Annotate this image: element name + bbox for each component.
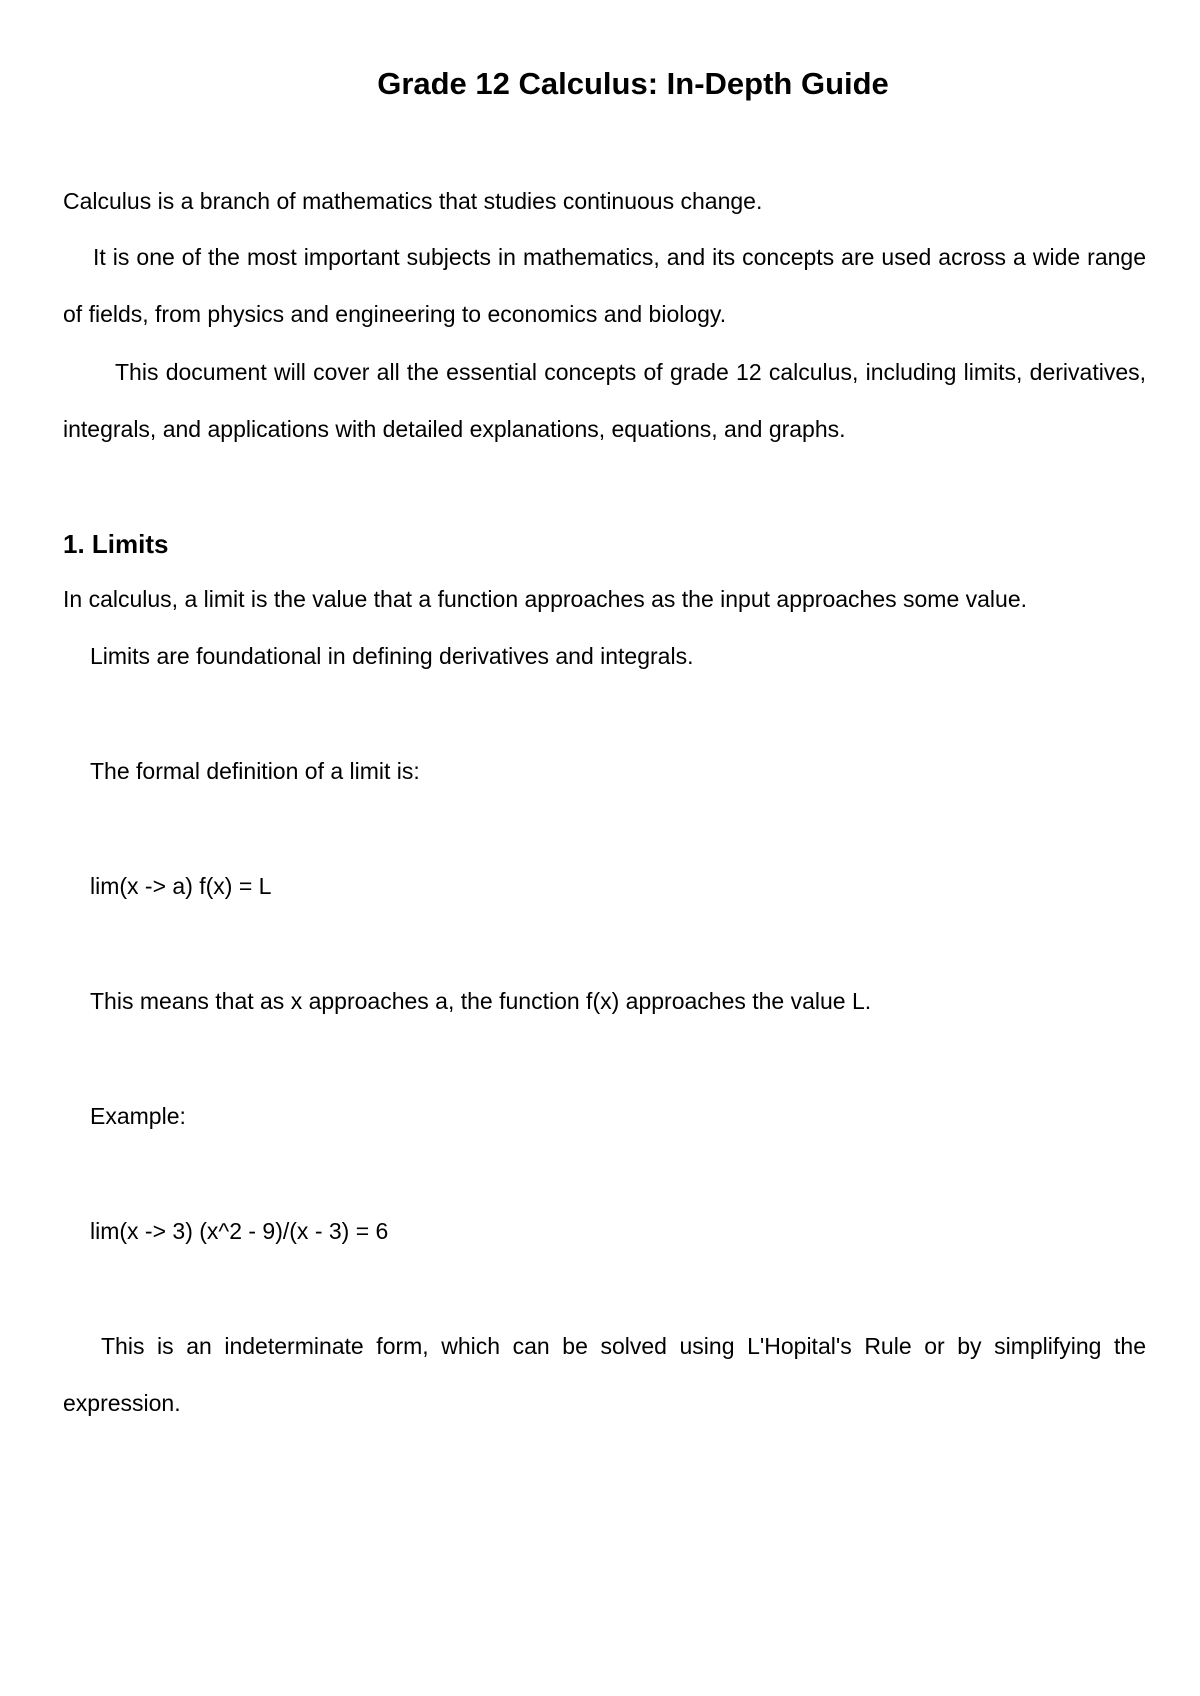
limit-definition-equation: lim(x -> a) f(x) = L bbox=[90, 873, 272, 899]
intro-paragraph-2: It is one of the most important subjects in mathematics, and its concepts are used across a wide range of fields, from physics and engineering to economics and biology. bbox=[63, 244, 1146, 327]
example-explanation: This is an indeterminate form, which can be solved using L'Hopital's Rule or by simplifying the expression. bbox=[63, 1333, 1146, 1416]
section-heading-limits: 1. Limits bbox=[63, 529, 169, 559]
example-equation: lim(x -> 3) (x^2 - 9)/(x - 3) = 6 bbox=[90, 1218, 389, 1244]
document-title: Grade 12 Calculus: In-Depth Guide bbox=[377, 66, 889, 101]
example-label: Example: bbox=[90, 1103, 186, 1129]
limit-definition-intro: The formal definition of a limit is: bbox=[90, 758, 420, 784]
limit-definition-explanation: This means that as x approaches a, the function f(x) approaches the value L. bbox=[90, 988, 872, 1014]
limits-paragraph-2: Limits are foundational in defining derivatives and integrals. bbox=[90, 643, 694, 669]
intro-paragraph-1: Calculus is a branch of mathematics that studies continuous change. bbox=[63, 188, 763, 214]
limits-paragraph-1: In calculus, a limit is the value that a function approaches as the input approaches some value. bbox=[63, 586, 1028, 612]
intro-paragraph-3: This document will cover all the essential concepts of grade 12 calculus, including limits, derivatives, integrals, and applications with detailed explanations, equations, and graphs. bbox=[63, 359, 1146, 442]
